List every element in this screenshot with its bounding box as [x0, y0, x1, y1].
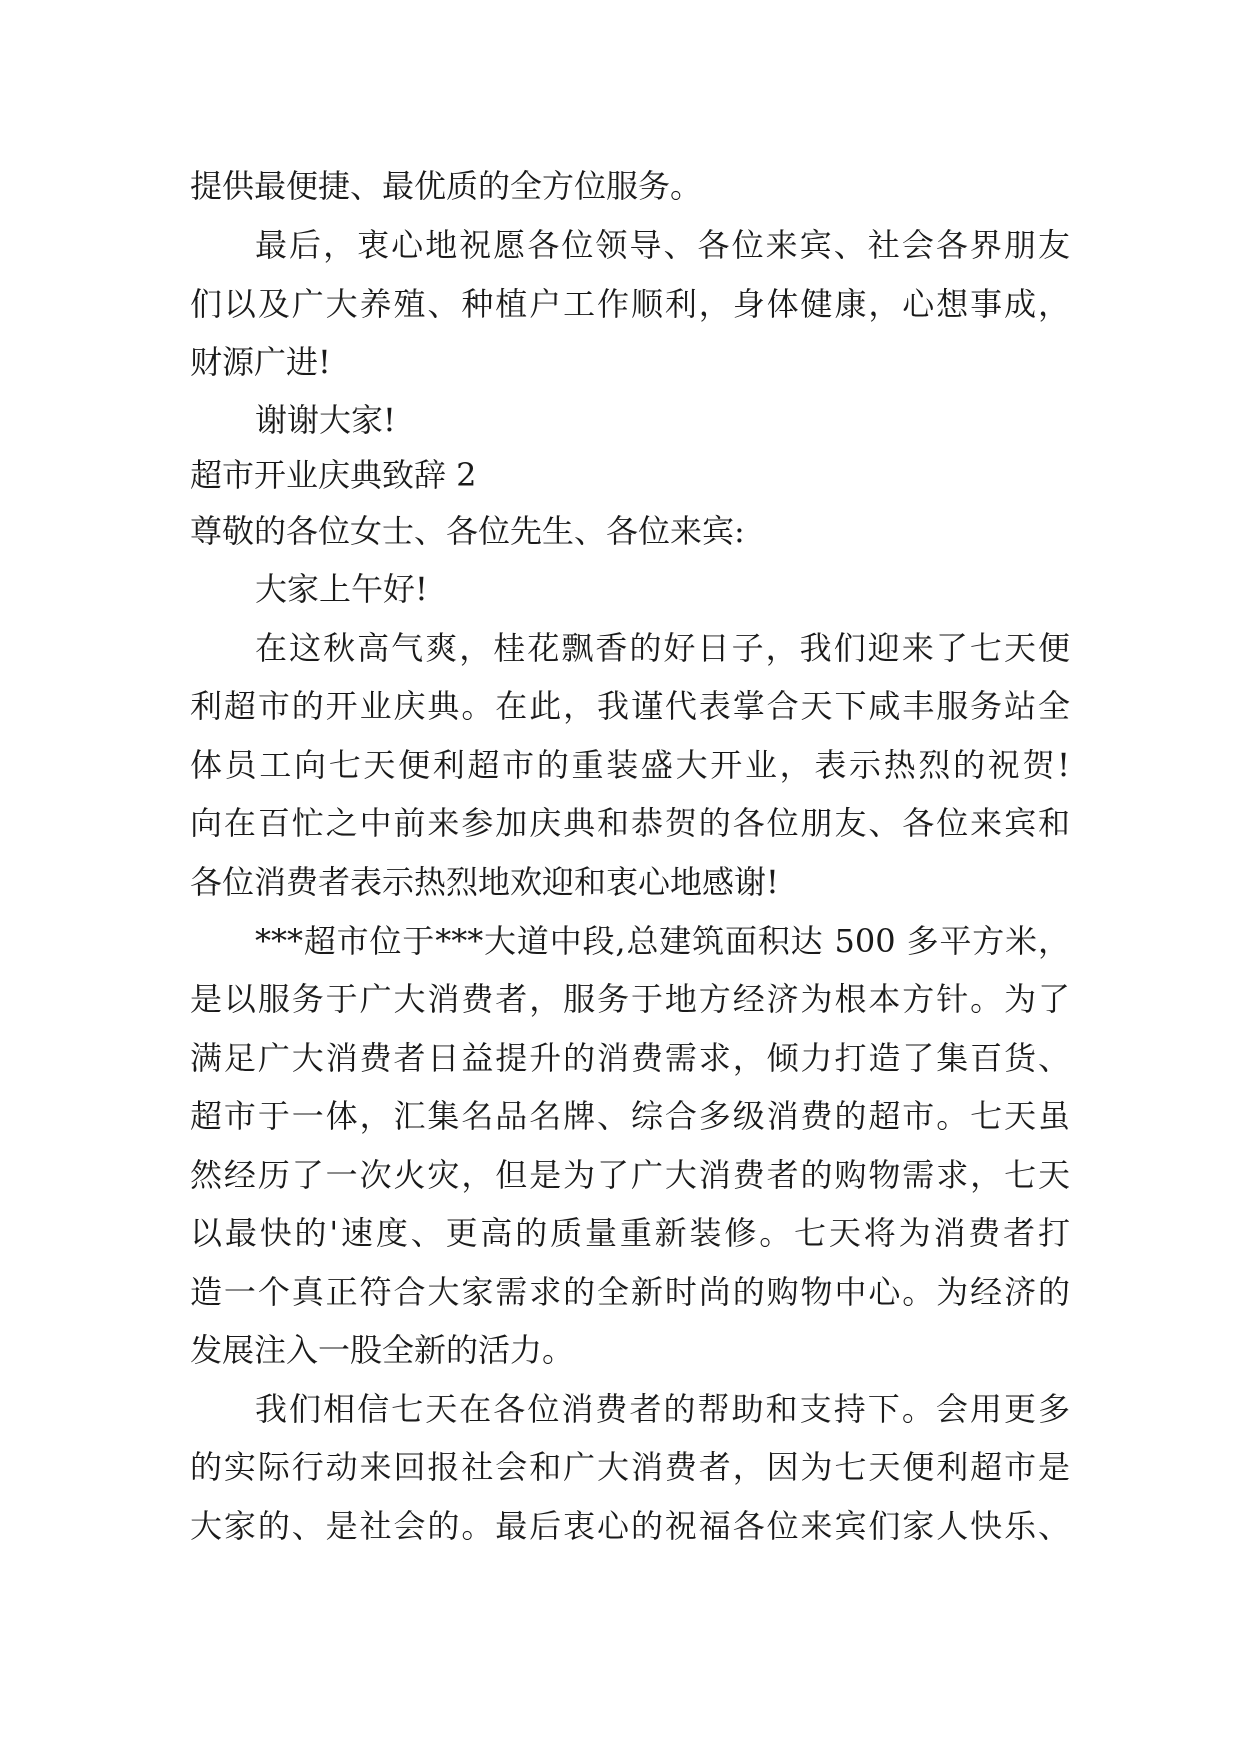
section-heading: 超市开业庆典致辞 2 [190, 456, 477, 494]
text-line: 利超市的开业庆典。在此，我谨代表掌合天下咸丰服务站全 [190, 687, 1070, 725]
text-line: 向在百忙之中前来参加庆典和恭贺的各位朋友、各位来宾和 [190, 804, 1070, 842]
text-line: 最后，衷心地祝愿各位领导、各位来宾、社会各界朋友 [255, 226, 1070, 264]
text-line: 大家上午好! [255, 570, 428, 608]
text-line: 以最快的'速度、更高的质量重新装修。七天将为消费者打 [190, 1214, 1070, 1252]
text-line: 满足广大消费者日益提升的消费需求，倾力打造了集百货、 [190, 1039, 1070, 1077]
text-line: 然经历了一次火灾，但是为了广大消费者的购物需求，七天 [190, 1156, 1070, 1194]
text-line: 提供最便捷、最优质的全方位服务。 [190, 167, 703, 205]
text-line: 是以服务于广大消费者，服务于地方经济为根本方针。为了 [190, 980, 1070, 1018]
text-line: 体员工向七天便利超市的重装盛大开业，表示热烈的祝贺! [190, 746, 1070, 784]
text-line: 们以及广大养殖、种植户工作顺利，身体健康，心想事成， [190, 285, 1070, 323]
text-line: 谢谢大家! [255, 401, 396, 439]
text-line: 超市于一体，汇集名品名牌、综合多级消费的超市。七天虽 [190, 1097, 1070, 1135]
text-line: 造一个真正符合大家需求的全新时尚的购物中心。为经济的 [190, 1273, 1070, 1311]
text-line: 大家的、是社会的。最后衷心的祝福各位来宾们家人快乐、 [190, 1507, 1070, 1545]
text-line: 在这秋高气爽，桂花飘香的好日子，我们迎来了七天便 [255, 629, 1070, 667]
salutation: 尊敬的各位女士、各位先生、各位来宾: [190, 512, 745, 550]
text-line: 财源广进! [190, 343, 331, 381]
text-line: 的实际行动来回报社会和广大消费者，因为七天便利超市是 [190, 1448, 1070, 1486]
text-line: 我们相信七天在各位消费者的帮助和支持下。会用更多 [255, 1390, 1070, 1428]
text-line: ***超市位于***大道中段,总建筑面积达 500 多平方米， [255, 922, 1070, 960]
text-line: 各位消费者表示热烈地欢迎和衷心地感谢! [190, 863, 779, 901]
text-line: 发展注入一股全新的活力。 [190, 1331, 575, 1369]
